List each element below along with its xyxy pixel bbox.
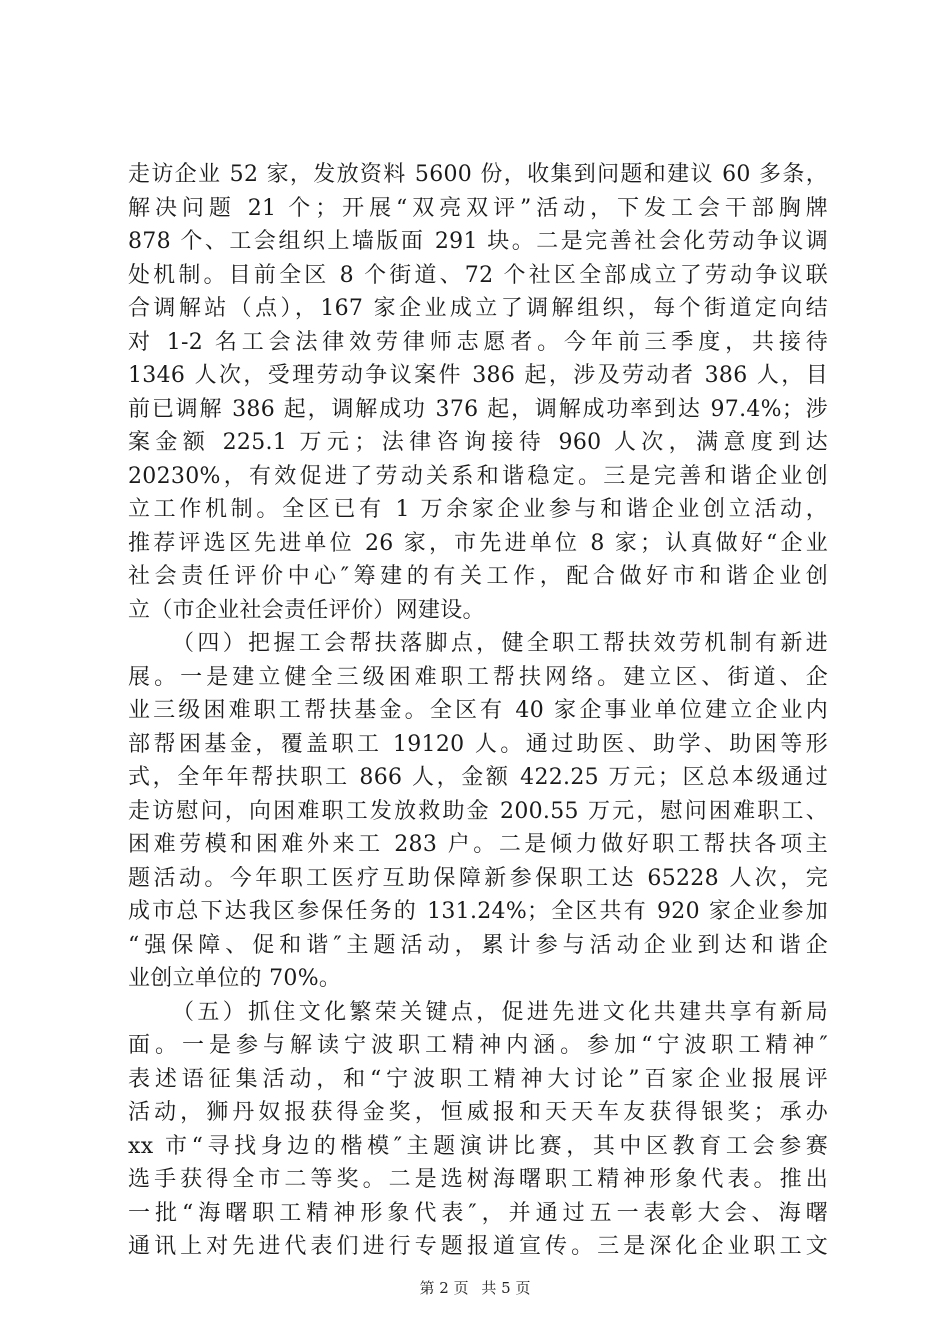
text-line: 展。一是建立健全三级困难职工帮扶网络。建立区、街道、企 bbox=[128, 664, 828, 690]
text-line: 社会责任评价中心″筹建的有关工作，配合做好市和谐企业创 bbox=[128, 564, 828, 589]
text-line: 20230%，有效促进了劳动关系和谐稳定。三是完善和谐企业创 bbox=[128, 463, 828, 489]
text-line: 活动，狮丹奴报获得金奖，恒威报和天天车友获得银奖；承办 bbox=[128, 1100, 828, 1125]
text-line: 题活动。今年职工医疗互助保障新参保职工达 65228 人次，完 bbox=[128, 865, 828, 891]
text-line: 成市总下达我区参保任务的 131.24%；全区共有 920 家企业参加 bbox=[128, 899, 828, 924]
text-line: xx 市“寻找身边的楷模″主题演讲比赛，其中区教育工会参赛 bbox=[128, 1133, 828, 1159]
text-line: 解决问题 21 个；开展“双亮双评”活动，下发工会干部胸牌 bbox=[128, 195, 828, 221]
text-line: 业三级困难职工帮扶基金。全区有 40 家企事业单位建立企业内 bbox=[128, 698, 828, 723]
text-line: 推荐评选区先进单位 26 家，市先进单位 8 家；认真做好“企业 bbox=[128, 530, 828, 556]
text-line: 面。一是参与解读宁波职工精神内涵。参加“宁波职工精神″ bbox=[128, 1033, 828, 1058]
section-heading-line: （四）把握工会帮扶落脚点，健全职工帮扶效劳机制有新进 bbox=[172, 631, 828, 656]
text-line: 表述语征集活动，和“宁波职工精神大讨论”百家企业报展评 bbox=[128, 1066, 828, 1092]
document-body bbox=[128, 158, 828, 1264]
text-line: 选手获得全市二等奖。二是选树海曙职工精神形象代表。推出 bbox=[128, 1167, 828, 1192]
page-footer bbox=[0, 1277, 950, 1298]
text-line: “强保障、促和谐″主题活动，累计参与活动企业到达和谐企 bbox=[128, 932, 828, 958]
text-line: 走访慰问，向困难职工发放救助金 200.55 万元，慰问困难职工、 bbox=[128, 798, 828, 824]
page-number-total: 共 5 页 bbox=[481, 1279, 531, 1297]
text-line: 困难劳模和困难外来工 283 户。二是倾力做好职工帮扶各项主 bbox=[128, 832, 828, 857]
text-line: 走访企业 52 家，发放资料 5600 份，收集到问题和建议 60 多条， bbox=[128, 162, 828, 187]
text-line: 业创立单位的 70%。 bbox=[128, 966, 342, 991]
text-line: 处机制。目前全区 8 个街道、72 个社区全部成立了劳动争议联 bbox=[128, 262, 828, 288]
text-line: 对 1-2 名工会法律效劳律师志愿者。今年前三季度，共接待 bbox=[128, 329, 828, 355]
text-line: 立（市企业社会责任评价）网建设。 bbox=[128, 597, 485, 623]
text-line: 前已调解 386 起，调解成功 376 起，调解成功率到达 97.4%；涉 bbox=[128, 396, 828, 422]
text-line: 一批“海曙职工精神形象代表″，并通过五一表彰大会、海曙 bbox=[128, 1200, 828, 1226]
text-line: 合调解站（点），167 家企业成立了调解组织，每个街道定向结 bbox=[128, 296, 828, 321]
text-line: 式，全年年帮扶职工 866 人，金额 422.25 万元；区总本级通过 bbox=[128, 765, 828, 790]
text-line: 通讯上对先进代表们进行专题报道宣传。三是深化企业职工文 bbox=[128, 1234, 828, 1259]
text-line: 案金额 225.1 万元；法律咨询接待 960 人次，满意度到达 bbox=[128, 430, 828, 455]
text-line: 1346 人次，受理劳动争议案件 386 起，涉及劳动者 386 人，目 bbox=[128, 363, 828, 388]
text-line: 878 个、工会组织上墙版面 291 块。二是完善社会化劳动争议调 bbox=[128, 229, 828, 254]
section-heading-line: （五）抓住文化繁荣关键点，促进先进文化共建共享有新局 bbox=[172, 999, 828, 1025]
text-line: 立工作机制。全区已有 1 万余家企业参与和谐企业创立活动， bbox=[128, 497, 828, 522]
page-number-current: 第 2 页 bbox=[419, 1279, 469, 1297]
text-line: 部帮困基金，覆盖职工 19120 人。通过助医、助学、助困等形 bbox=[128, 731, 828, 757]
